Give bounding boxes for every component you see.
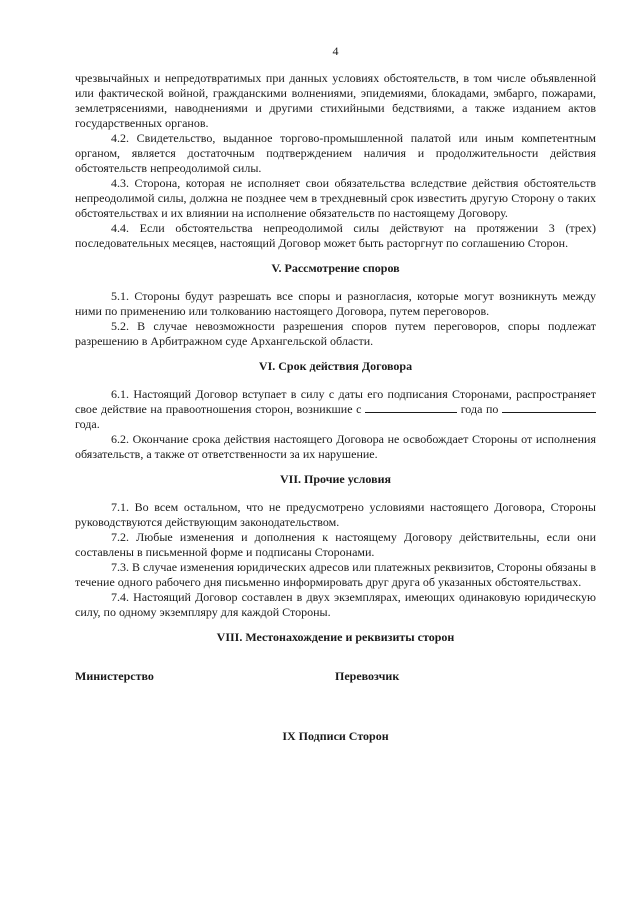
force-majeure-continued: чрезвычайных и непредотвратимых при данных условиях обстоятельств, в том числе объявленной или фактической войной, гражданскими волнениями, эпидемиями, блокадами, эмбарго, пожарами, землетрясениями, наводнениями и другими стихийными бедствиями, а также изданием актов государственных органов. [75, 71, 596, 130]
clause-7-3: 7.3. В случае изменения юридических адресов или платежных реквизитов, Стороны обязаны в течение одного рабочего дня письменно информировать друг друга об указанных обстоятельствах. [75, 560, 596, 589]
party-carrier: Перевозчик [335, 669, 400, 683]
date-to-blank [502, 402, 596, 413]
clause-4-4: 4.4. Если обстоятельства непреодолимой силы действуют на протяжении 3 (трех) последовательных месяцев, настоящий Договор может быть расторгнут по соглашению Сторон. [75, 221, 596, 250]
clause-7-1: 7.1. Во всем остальном, что не предусмотрено условиями настоящего Договора, Стороны руководствуются действующим законодательством. [75, 500, 596, 529]
section-9-heading: IX Подписи Сторон [282, 729, 389, 743]
clause-7-2: 7.2. Любые изменения и дополнения к настоящему Договору действительны, если они составлены в письменной форме и подписаны Сторонами. [75, 530, 596, 559]
section-6-heading: VI. Срок действия Договора [258, 359, 413, 373]
clause-4-3: 4.3. Сторона, которая не исполняет свои обязательства вследствие действия обстоятельств непреодолимой силы, должна не позднее чем в трехдневный срок известить другую Сторону о таких обстоятельствах и их влиянии на исполнение обязательств по настоящему Договору. [75, 176, 596, 220]
page-number: 4 [332, 44, 339, 58]
clause-6-1 [75, 387, 596, 432]
clause-6-1-text: 6.1. Настоящий Договор вступает в силу с даты его подписания Сторонами, распространяет свое действие на правоотношения сторон, возникшие с [75, 387, 596, 416]
clause-6-2: 6.2. Окончание срока действия настоящего Договора не освобождает Стороны от исполнения обязательств, а также от ответственности за их нарушение. [75, 432, 596, 461]
section-5-heading: V. Рассмотрение споров [271, 261, 400, 275]
section-7-heading: VII. Прочие условия [280, 472, 391, 486]
clause-7-4: 7.4. Настоящий Договор составлен в двух экземплярах, имеющих одинаковую юридическую силу, по одному экземпляру для каждой Стороны. [75, 590, 596, 619]
section-8-heading: VIII. Местонахождение и реквизиты сторон [216, 630, 455, 644]
clause-4-2: 4.2. Свидетельство, выданное торгово-промышленной палатой или иным компетентным органом, является достаточным подтверждением наличия и продолжительности действия обстоятельств непреодолимой силы. [75, 131, 596, 175]
clause-5-1: 5.1. Стороны будут разрешать все споры и разногласия, которые могут возникнуть между ними по применению или толкованию настоящего Договора, путем переговоров. [75, 289, 596, 318]
date-from-blank [365, 402, 457, 413]
clause-5-2: 5.2. В случае невозможности разрешения споров путем переговоров, споры подлежат разрешению в Арбитражном суде Архангельской области. [75, 319, 596, 348]
clause-6-1-mid: года по [460, 402, 499, 416]
clause-6-1-end: года. [75, 417, 100, 431]
parties-row [75, 669, 596, 684]
party-ministry: Министерство [75, 669, 154, 683]
